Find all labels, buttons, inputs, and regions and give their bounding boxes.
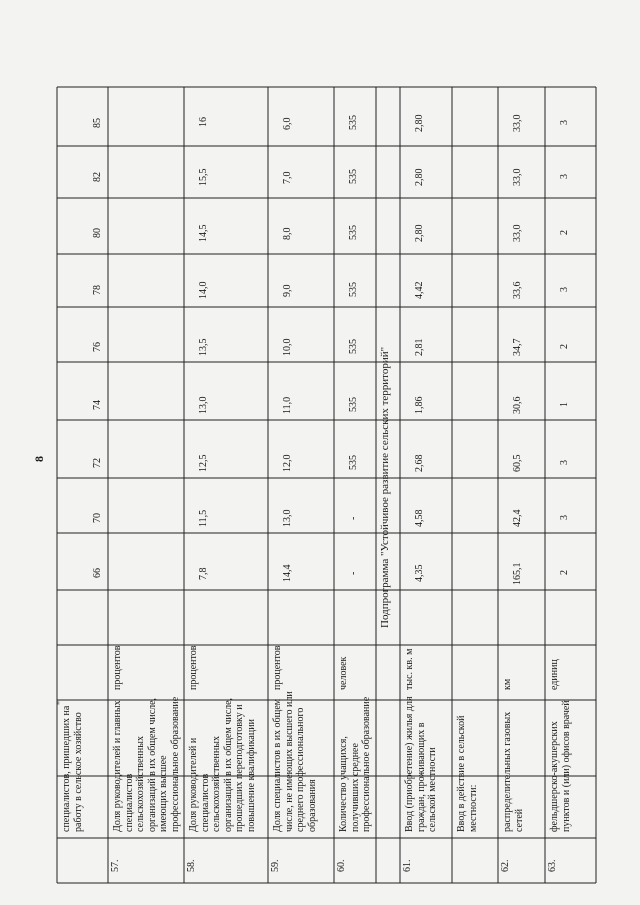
value-cell: 11,5: [198, 509, 209, 527]
value-cell: 1: [559, 401, 570, 407]
unit-label: тыс. кв. м: [404, 648, 415, 690]
indicator-text: повышение квалификации: [245, 719, 257, 832]
indicator-text: профессиональное образование: [361, 696, 372, 832]
value-cell: 33,6: [512, 281, 523, 299]
row-number: 57.: [110, 859, 121, 872]
value-cell: 7,0: [282, 171, 293, 184]
value-cell: 3: [559, 514, 570, 520]
value-cell: 2: [559, 569, 570, 575]
indicator-text: получивших среднее: [349, 743, 361, 832]
value-cell: 12,0: [282, 454, 293, 472]
indicator-text: числе, не имеющих высшего или: [283, 691, 295, 832]
year-header: 76: [92, 342, 103, 352]
value-cell: 13,5: [198, 338, 209, 356]
indicator-text: распределительных газовых: [502, 711, 513, 832]
value-cell: 33,0: [512, 114, 523, 132]
year-header: 85: [92, 118, 103, 128]
value-cell: 16: [198, 117, 209, 127]
unit-label: процентов: [188, 645, 199, 690]
row-number: 63.: [547, 859, 558, 872]
indicator-text: образования: [306, 779, 318, 832]
year-header: 74: [92, 400, 103, 410]
indicator-text: сельскохозяйственных: [211, 736, 222, 832]
year-header: 66: [92, 568, 103, 578]
indicator-text: Ввод в действие в сельской: [456, 715, 467, 832]
indicator-text: организаций в их общем числе,: [222, 697, 234, 832]
value-cell: 13,0: [198, 396, 209, 414]
header-mark: ": [56, 700, 67, 705]
value-cell: 3: [559, 286, 570, 292]
indicator-text: прошедших переподготовку и: [234, 704, 245, 832]
indicator-text: профессиональное образование: [169, 696, 181, 832]
value-cell: 33,0: [512, 224, 523, 242]
value-cell: 6,0: [282, 117, 293, 130]
indicator-text: специалистов: [199, 773, 211, 832]
year-header: 82: [92, 172, 103, 182]
indicator-text: сетей: [513, 808, 525, 832]
value-cell: 535: [348, 396, 359, 412]
value-cell: -: [348, 571, 359, 575]
value-cell: 4,58: [414, 509, 425, 527]
indicator-text: специалистов, пришедших на: [61, 705, 72, 832]
year-header: 80: [92, 228, 103, 238]
value-cell: 13,0: [282, 509, 293, 527]
unit-label: процентов: [272, 645, 283, 690]
indicator-text: местности:: [467, 784, 479, 832]
value-cell: 535: [348, 168, 359, 184]
value-cell: 10,0: [282, 338, 293, 356]
indicator-text: пунктов и (или) офисов врачей: [560, 700, 572, 832]
page-number: 8: [32, 456, 46, 462]
value-cell: 2,80: [414, 114, 425, 132]
year-header: 72: [92, 458, 103, 468]
row-number: 60.: [336, 859, 347, 872]
value-cell: 2,68: [414, 454, 425, 472]
value-cell: 34,7: [512, 338, 523, 356]
value-cell: 30,6: [512, 396, 523, 414]
value-cell: 535: [348, 224, 359, 240]
value-cell: 42,4: [512, 509, 523, 527]
value-cell: 14,0: [198, 281, 209, 299]
year-header: 78: [92, 285, 103, 295]
value-cell: 3: [559, 119, 570, 125]
value-cell: 14,4: [282, 564, 293, 582]
value-cell: 9,0: [282, 284, 293, 297]
indicator-text: среднего профессионального: [295, 707, 306, 832]
value-cell: 165,1: [512, 562, 523, 585]
value-cell: 535: [348, 114, 359, 130]
year-header: 70: [92, 513, 103, 523]
value-cell: 3: [559, 459, 570, 465]
value-cell: 12,5: [198, 454, 209, 472]
indicator-text: Доля руководителей и: [188, 737, 199, 832]
subprogram-title: Подпрограмма "Устойчивое развитие сельских территорий": [379, 346, 391, 628]
unit-label: человек: [338, 656, 349, 690]
value-cell: 2,81: [414, 338, 425, 356]
value-cell: 535: [348, 454, 359, 470]
indicator-text: сельской местности: [427, 747, 438, 832]
indicator-text: имеющих высшее: [158, 755, 169, 832]
indicator-text: Доля руководителей и главных: [112, 700, 123, 832]
indicator-text: Доля специалистов в их общем: [272, 698, 283, 832]
row-number: 58.: [186, 859, 197, 872]
value-cell: 535: [348, 281, 359, 297]
indicator-text: граждан, проживающих в: [415, 722, 427, 832]
value-cell: 33,0: [512, 168, 523, 186]
indicator-text: специалистов: [123, 773, 135, 832]
unit-label: процентов: [112, 645, 123, 690]
row-number: 62.: [500, 859, 511, 872]
value-cell: 15,5: [198, 168, 209, 186]
indicator-text: Количество учащихся,: [338, 736, 349, 832]
indicator-text: фельдшерско-акушерских: [549, 721, 560, 832]
value-cell: 4,42: [414, 281, 425, 299]
value-cell: 2: [559, 229, 570, 235]
value-cell: 2,80: [414, 224, 425, 242]
row-number: 59.: [270, 859, 281, 872]
value-cell: 60,5: [512, 454, 523, 472]
value-cell: 11,0: [282, 396, 293, 414]
indicator-text: Ввод (приобретение) жилья для: [404, 696, 415, 832]
value-cell: 3: [559, 173, 570, 179]
unit-label: единиц: [549, 659, 560, 690]
value-cell: 2,80: [414, 168, 425, 186]
value-cell: -: [348, 516, 359, 520]
value-cell: 535: [348, 338, 359, 354]
value-cell: 14,5: [198, 224, 209, 242]
indicator-text: сельскохозяйственных: [135, 736, 146, 832]
value-cell: 4,35: [414, 564, 425, 582]
value-cell: 7,8: [198, 567, 209, 580]
indicator-text: организаций в их общем числе,: [146, 697, 158, 832]
value-cell: 1,86: [414, 396, 425, 414]
row-number: 61.: [402, 859, 413, 872]
indicator-text: работу в сельское хозяйство: [72, 712, 84, 832]
value-cell: 8,0: [282, 227, 293, 240]
value-cell: 2: [559, 343, 570, 349]
unit-label: км: [502, 678, 513, 690]
